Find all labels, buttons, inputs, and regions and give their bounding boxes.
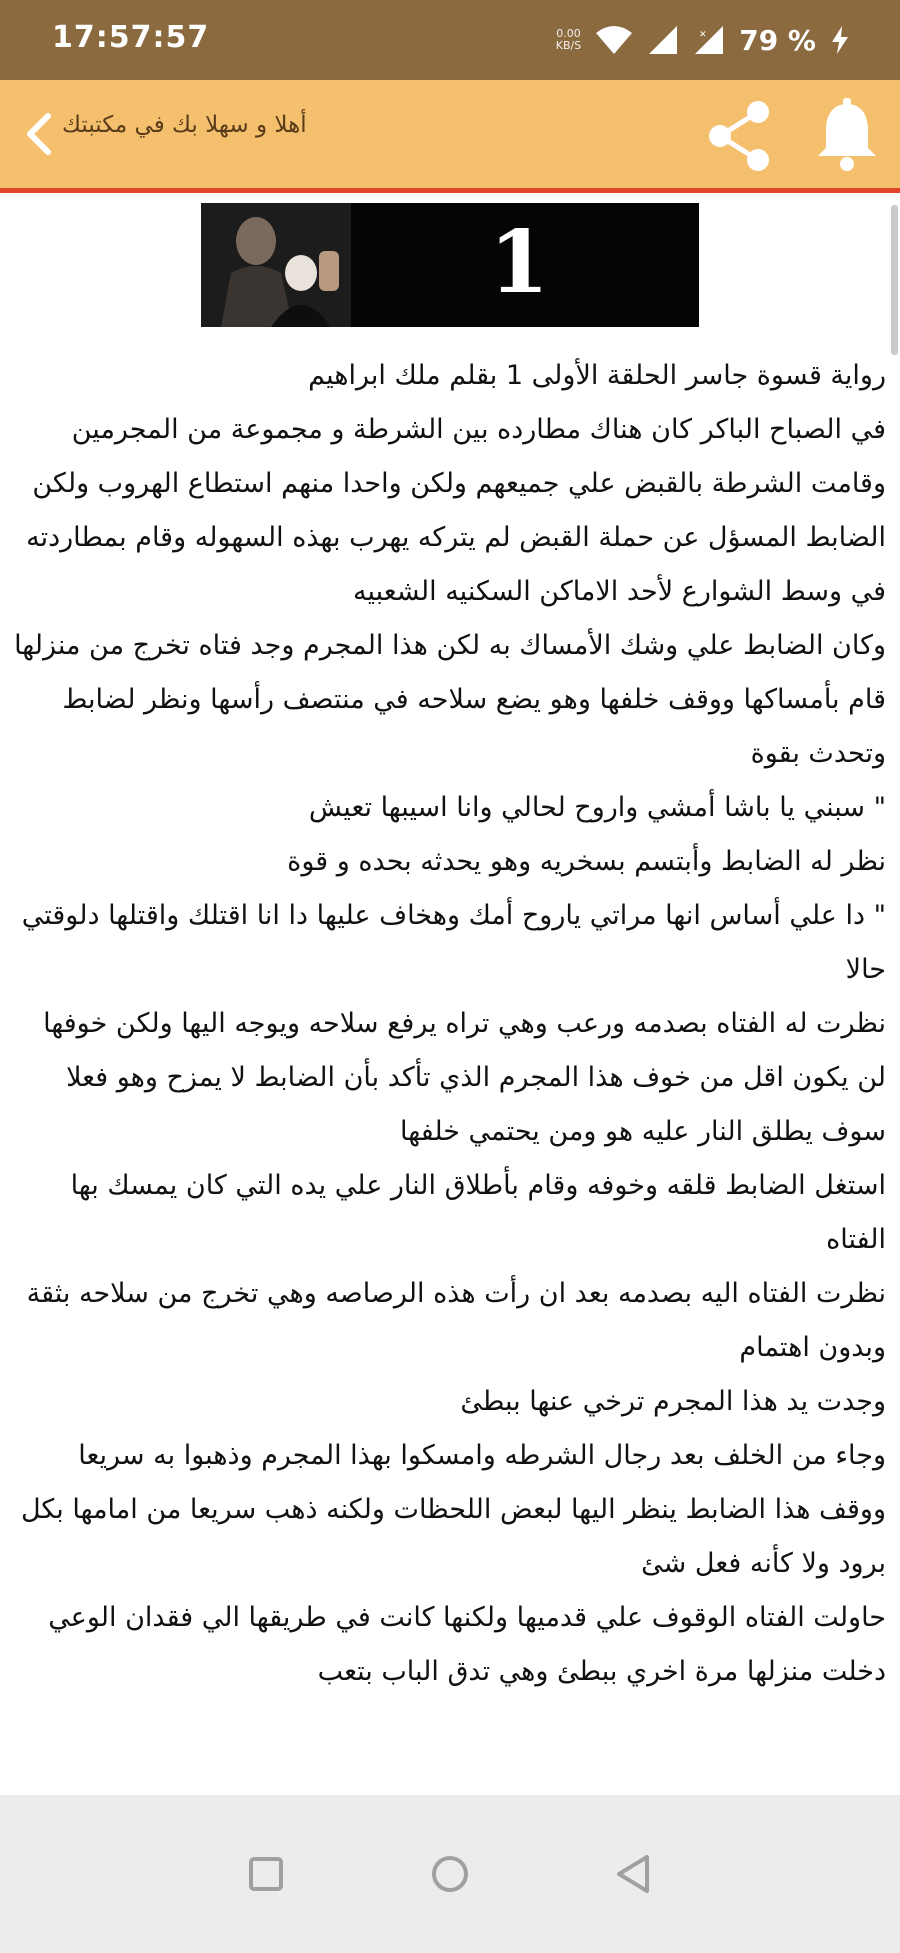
app-bar — [0, 80, 900, 193]
paragraph: " دا علي أساس انها مراتي ياروح أمك وهخاف عليها دا انا اقتلك واقتلها دلوقتي حالا — [21, 900, 886, 985]
status-icons — [556, 18, 850, 62]
cover-photo — [201, 203, 351, 327]
paragraph: دخلت منزلها مرة اخري ببطئ وهي تدق الباب بتعب — [317, 1656, 886, 1687]
signal-2-icon — [693, 25, 725, 55]
wifi-icon — [595, 25, 633, 55]
episode-cover-image — [201, 203, 699, 327]
paragraph: استغل الضابط قلقه وخوفه وقام بأطلاق النار علي يده التي كان يمسك بها الفتاه — [70, 1170, 886, 1255]
battery-percentage: 79 % — [739, 23, 816, 57]
paragraph: وكان الضابط علي وشك الأمساك به لكن هذا المجرم وجد فتاه تخرج من منزلها قام بأمساكها ووقف خلفها وهو يضع سلاحه في منتصف رأسها ونظر لضابط وتحدث بقوة — [14, 630, 886, 769]
signal-icon — [647, 25, 679, 55]
home-button[interactable] — [415, 1839, 485, 1909]
charging-icon — [830, 25, 850, 55]
episode-number: 1 — [489, 212, 549, 313]
story-body — [12, 403, 886, 1699]
status-time: 17:57:57 — [52, 20, 210, 55]
notifications-button[interactable] — [812, 96, 882, 176]
share-icon — [700, 96, 780, 176]
paragraph: " سبني يا باشا أمشي واروح لحالي وانا اسيبها تعيش — [308, 792, 886, 823]
system-navigation-bar — [0, 1795, 900, 1953]
reader-content[interactable] — [0, 193, 900, 1795]
paragraph: وجاء من الخلف بعد رجال الشرطه وامسكوا بهذا المجرم وذهبوا به سريعا ووقف هذا الضابط ينظر اليها لبعض اللحظات ولكنه ذهب سريعا من امامها بكل برود ولا كأنه فعل شئ — [20, 1440, 886, 1579]
story-title: رواية قسوة جاسر الحلقة الأولى 1 بقلم ملك ابراهيم — [308, 360, 886, 391]
paragraph: نظر له الضابط وأبتسم بسخريه وهو يحدثه بحده و قوة — [287, 846, 886, 877]
app-title: أهلا و سهلا بك في مكتبتك — [62, 112, 307, 138]
nav-back-button[interactable] — [599, 1839, 669, 1909]
status-bar — [0, 0, 900, 80]
paragraph: نظرت له الفتاه بصدمه ورعب وهي تراه يرفع سلاحه ويوجه اليها ولكن خوفها لن يكون اقل من خوف هذا المجرم الذي تأكد بأن الضابط لا يمزح وهو فعلا سوف يطلق النار عليه هو ومن يحتمي خلفها — [43, 1008, 886, 1147]
square-icon — [231, 1839, 301, 1909]
scrollbar[interactable] — [891, 205, 898, 355]
paragraph: وجدت يد هذا المجرم ترخي عنها ببطئ — [460, 1386, 886, 1417]
paragraph: في الصباح الباكر كان هناك مطارده بين الشرطة و مجموعة من المجرمين وقامت الشرطة بالقبض علي جميعهم ولكن واحدا منهم استطاع الهروب ولكن الضابط المسؤل عن حملة القبض لم يتركه يهرب بهذه السهوله وقام بمطاردته في وسط الشوارع لأحد الاماكن السكنيه الشعبيه — [26, 414, 886, 607]
circle-icon — [415, 1839, 485, 1909]
bell-icon — [812, 96, 882, 176]
svg-text:✕: ✕ — [699, 30, 707, 40]
network-speed — [556, 28, 581, 52]
network-speed-value: 0.00 — [556, 27, 581, 40]
network-speed-unit: KB/S — [555, 39, 582, 52]
paragraph: حاولت الفتاه الوقوف علي قدميها ولكنها كانت في طريقها الي فقدان الوعي — [48, 1602, 886, 1633]
chevron-left-icon — [14, 104, 66, 164]
triangle-icon — [599, 1839, 669, 1909]
recents-button[interactable] — [231, 1839, 301, 1909]
share-button[interactable] — [700, 96, 780, 176]
back-button[interactable] — [14, 104, 66, 164]
paragraph: نظرت الفتاه اليه بصدمه بعد ان رأت هذه الرصاصه وهي تخرج من سلاحه بثقة وبدون اهتمام — [26, 1278, 886, 1363]
